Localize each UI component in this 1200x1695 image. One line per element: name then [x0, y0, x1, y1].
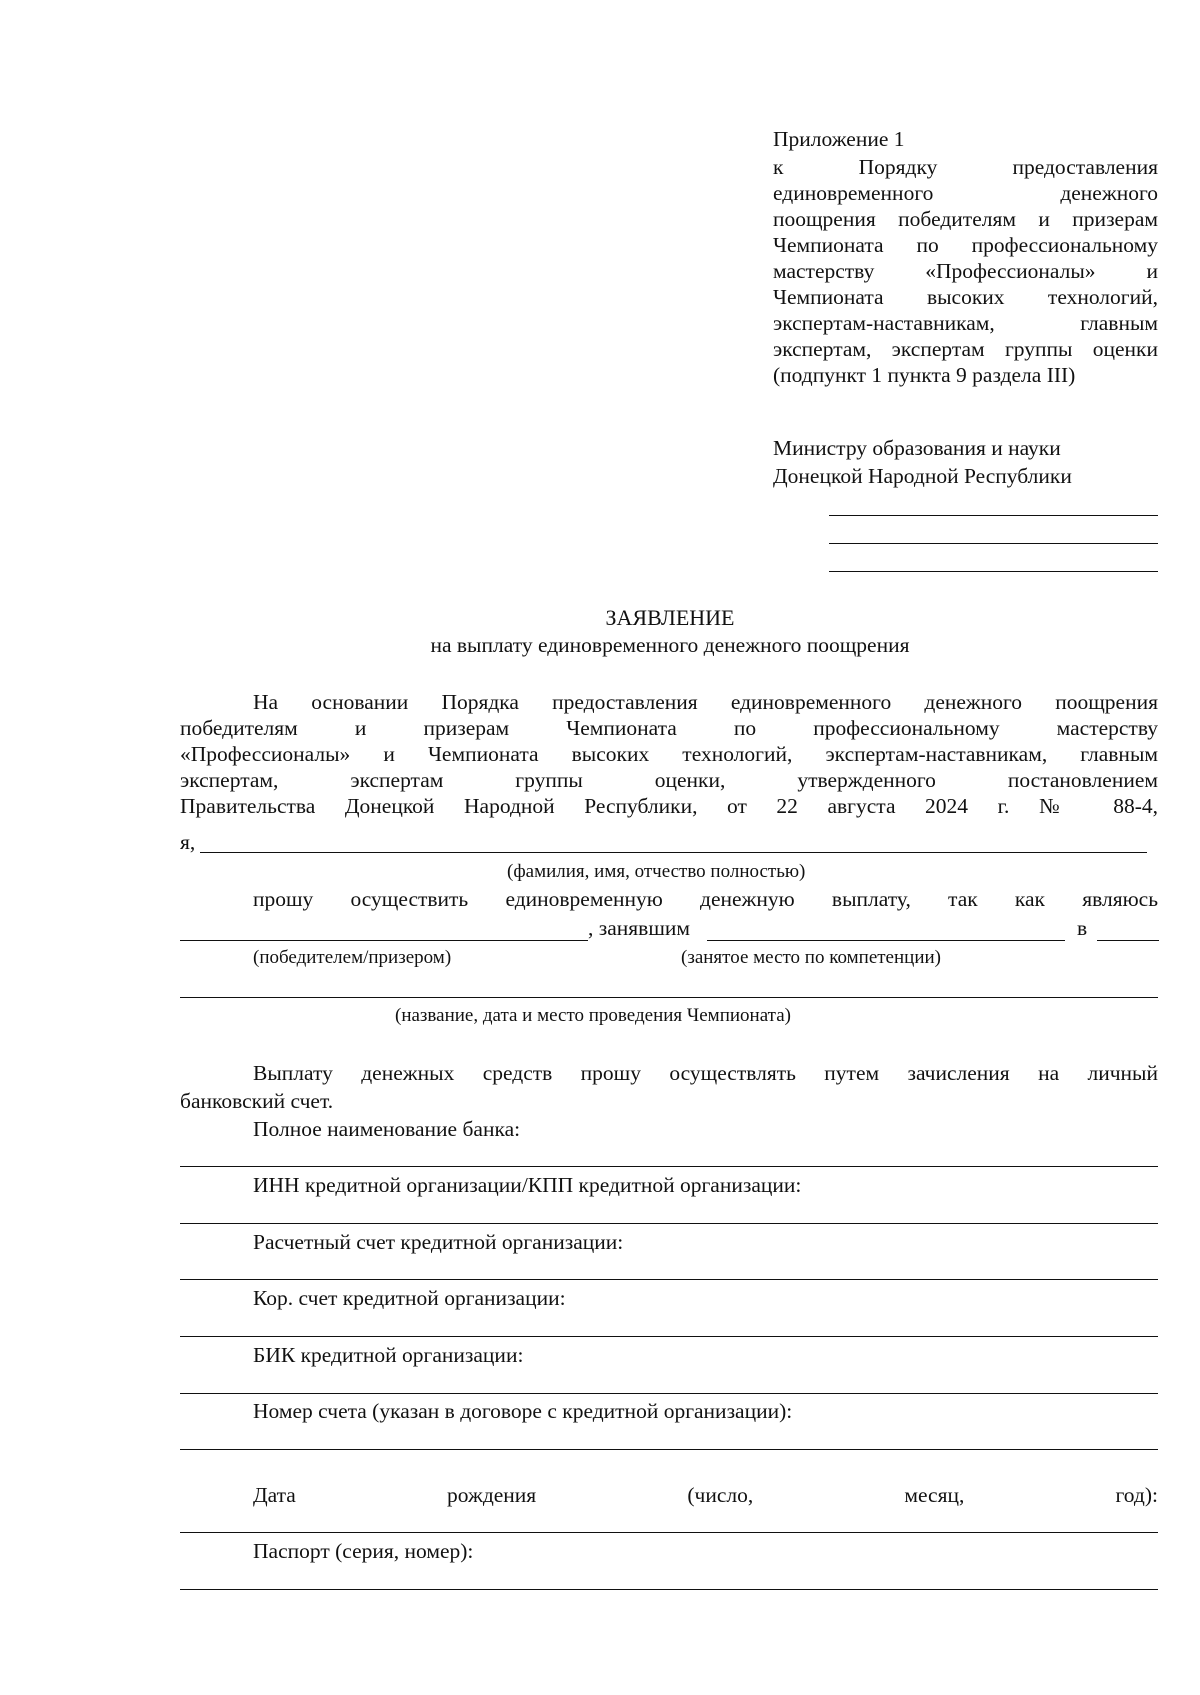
fio-field[interactable]: [200, 852, 1147, 853]
fio-caption: (фамилия, имя, отчество полностью): [507, 861, 806, 882]
basis-line: победителям и призерам Чемпионата по профессиональному мастерству: [180, 716, 1158, 740]
appendix-line: мастерству «Профессионалы» и: [773, 259, 1158, 283]
document-subtitle: на выплату единовременного денежного поощрения: [430, 633, 910, 657]
birth-date-label: Дата рождения (число, месяц, год):: [253, 1483, 1158, 1507]
request-line: прошу осуществить единовременную денежную выплату, так как являюсь: [253, 887, 1158, 911]
passport-field[interactable]: [180, 1589, 1158, 1590]
championship-field[interactable]: [180, 997, 1158, 998]
appendix-line: экспертам, экспертам группы оценки: [773, 337, 1158, 361]
bank-name-field[interactable]: [180, 1166, 1158, 1167]
appendix-heading: Приложение 1: [773, 127, 905, 151]
appendix-line: Чемпионата по профессиональному: [773, 233, 1158, 257]
payment-line-2: банковский счет.: [180, 1089, 334, 1113]
appendix-line: Чемпионата высоких технологий,: [773, 285, 1158, 309]
addressee-blank-3[interactable]: [829, 571, 1158, 572]
settlement-account-label: Расчетный счет кредитной организации:: [253, 1230, 624, 1254]
basis-line: «Профессионалы» и Чемпионата высоких технологий, экспертам-наставникам, главным: [180, 742, 1158, 766]
appendix-text: [773, 154, 1158, 388]
document-title: ЗАЯВЛЕНИЕ: [605, 605, 735, 630]
championship-caption: (название, дата и место проведения Чемпионата): [395, 1005, 791, 1026]
place-field[interactable]: [707, 940, 1065, 941]
appendix-line: к Порядку предоставления: [773, 155, 1158, 179]
basis-line: Правительства Донецкой Народной Республики, от 22 августа 2024 г. № 88-4,: [180, 794, 1158, 818]
account-number-label: Номер счета (указан в договоре с кредитной организации):: [253, 1399, 793, 1423]
payment-line-1: Выплату денежных средств прошу осуществлять путем зачисления на личный: [253, 1061, 1158, 1085]
competition-field[interactable]: [1097, 940, 1159, 941]
basis-line: экспертам, экспертам группы оценки, утвержденного постановлением: [180, 768, 1158, 792]
addressee-blank-1[interactable]: [829, 515, 1158, 516]
winner-caption: (победителем/призером): [253, 947, 452, 968]
birth-date-field[interactable]: [180, 1532, 1158, 1533]
passport-label: Паспорт (серия, номер):: [253, 1539, 474, 1563]
appendix-line: единовременного денежного: [773, 181, 1158, 205]
bik-label: БИК кредитной организации:: [253, 1343, 524, 1367]
winner-field[interactable]: [180, 940, 588, 941]
corr-account-field[interactable]: [180, 1336, 1158, 1337]
account-number-field[interactable]: [180, 1449, 1158, 1450]
addressee-line-2: Донецкой Народной Республики: [773, 464, 1072, 488]
corr-account-label: Кор. счет кредитной организации:: [253, 1286, 566, 1310]
appendix-line: (подпункт 1 пункта 9 раздела III): [773, 363, 1076, 387]
basis-line: На основании Порядка предоставления единовременного денежного поощрения: [253, 690, 1158, 714]
addressee-line-1: Министру образования и науки: [773, 436, 1061, 460]
ya-label: я,: [180, 830, 196, 854]
appendix-line: поощрения победителям и призерам: [773, 207, 1158, 231]
in-label: в: [1077, 916, 1088, 940]
place-caption: (занятое место по компетенции): [681, 947, 941, 968]
appendix-line: экспертам-наставникам, главным: [773, 311, 1158, 335]
inn-kpp-field[interactable]: [180, 1223, 1158, 1224]
inn-kpp-label: ИНН кредитной организации/КПП кредитной организации:: [253, 1173, 802, 1197]
basis-paragraph: [180, 689, 1158, 819]
occupied-label: , занявшим: [588, 916, 690, 940]
settlement-account-field[interactable]: [180, 1279, 1158, 1280]
addressee-blank-2[interactable]: [829, 543, 1158, 544]
bank-name-label: Полное наименование банка:: [253, 1117, 521, 1141]
bik-field[interactable]: [180, 1393, 1158, 1394]
